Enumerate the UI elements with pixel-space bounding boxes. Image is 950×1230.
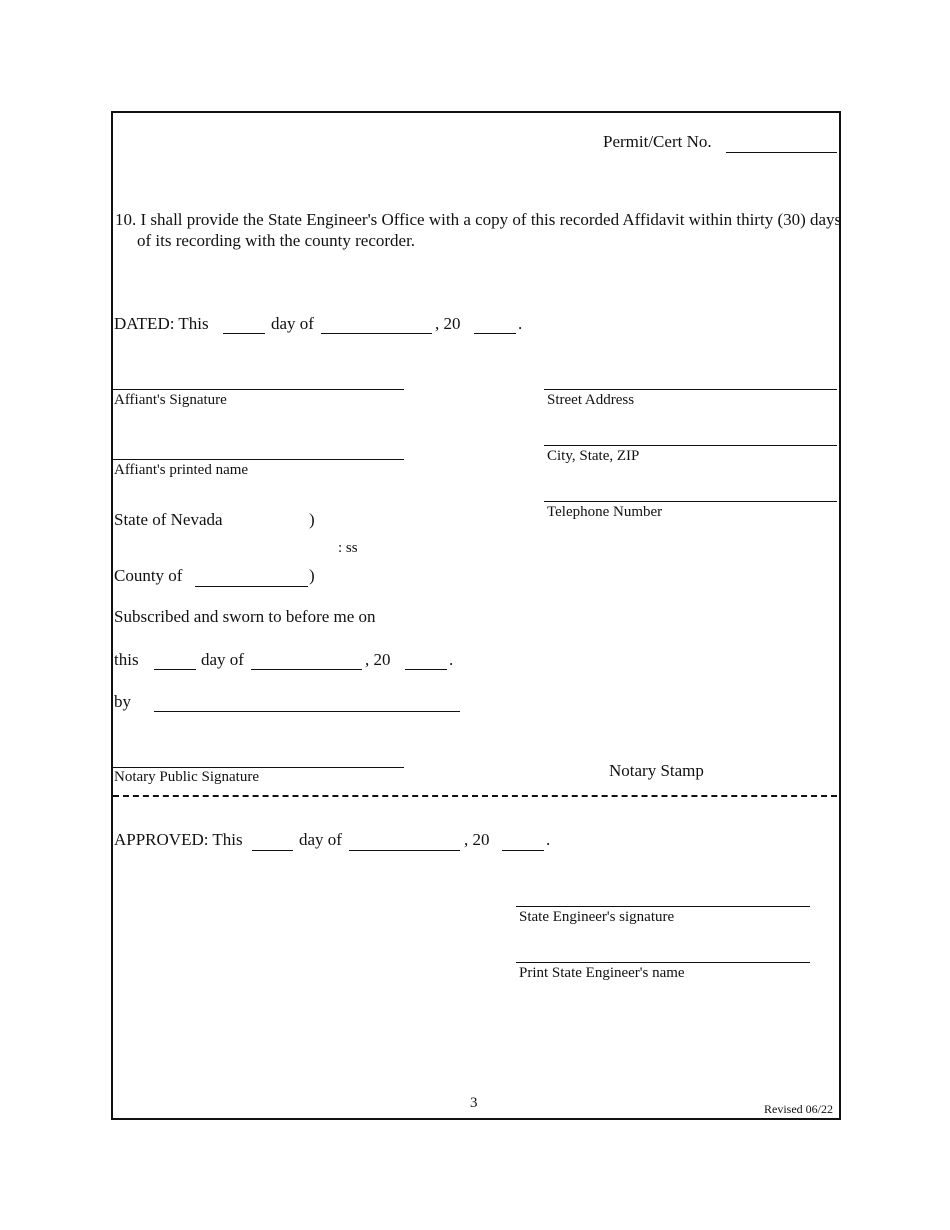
street-address-label: Street Address (547, 392, 635, 408)
affiant-printed-name-field[interactable] (113, 459, 404, 460)
jurat-day-of: day of (201, 650, 244, 669)
city-state-zip-field[interactable] (544, 445, 837, 446)
engineer-signature-label: State Engineer's signature (519, 909, 675, 925)
street-address-field[interactable] (544, 389, 837, 390)
permit-cert-label: Permit/Cert No. (603, 132, 712, 151)
dated-day-of: day of (271, 314, 314, 333)
telephone-number-field[interactable] (544, 501, 837, 502)
revision-label: Revised 06/22 (764, 1102, 833, 1116)
approved-day-field[interactable] (252, 850, 293, 851)
page-number: 3 (470, 1095, 478, 1111)
approved-label: APPROVED: This (114, 830, 243, 849)
dated-month-field[interactable] (321, 333, 432, 334)
county-field[interactable] (195, 586, 308, 587)
ss-label: : ss (338, 540, 358, 556)
approved-day-of: day of (299, 830, 342, 849)
section-divider (113, 795, 837, 797)
dated-year-field[interactable] (474, 333, 516, 334)
telephone-number-label: Telephone Number (547, 504, 663, 520)
dated-label: DATED: This (114, 314, 209, 333)
jurat-by: by (114, 692, 131, 711)
jurat-year-prefix: , 20 (365, 650, 391, 669)
jurat-by-field[interactable] (154, 711, 460, 712)
approved-period: . (546, 830, 551, 849)
county-paren: ) (309, 566, 315, 585)
approved-year-field[interactable] (502, 850, 544, 851)
notary-stamp-label: Notary Stamp (609, 761, 704, 780)
county-label: County of (114, 566, 183, 585)
notary-signature-label: Notary Public Signature (114, 769, 259, 785)
statement-paragraph: 10. I shall provide the State Engineer's Office with a copy of this recorded Affidavit within thirty (30) days of its recording with the county recorder. (115, 210, 842, 250)
jurat-day-field[interactable] (154, 669, 196, 670)
dated-day-field[interactable] (223, 333, 265, 334)
engineer-signature-field[interactable] (516, 906, 810, 907)
approved-month-field[interactable] (349, 850, 460, 851)
approved-year-prefix: , 20 (464, 830, 490, 849)
city-state-zip-label: City, State, ZIP (547, 448, 640, 464)
notary-signature-field[interactable] (113, 767, 404, 768)
engineer-name-field[interactable] (516, 962, 810, 963)
affiant-signature-label: Affiant's Signature (114, 392, 227, 408)
jurat-year-field[interactable] (405, 669, 447, 670)
state-label: State of Nevada (114, 510, 223, 529)
jurat-this: this (114, 650, 139, 669)
permit-cert-field[interactable] (726, 152, 837, 153)
dated-year-prefix: , 20 (435, 314, 461, 333)
jurat-month-field[interactable] (251, 669, 362, 670)
state-paren: ) (309, 510, 315, 529)
dated-period: . (518, 314, 523, 333)
affiant-signature-field[interactable] (113, 389, 404, 390)
affiant-printed-name-label: Affiant's printed name (114, 462, 249, 478)
engineer-name-label: Print State Engineer's name (519, 965, 685, 981)
jurat-period: . (449, 650, 454, 669)
jurat-intro: Subscribed and sworn to before me on (114, 607, 376, 626)
